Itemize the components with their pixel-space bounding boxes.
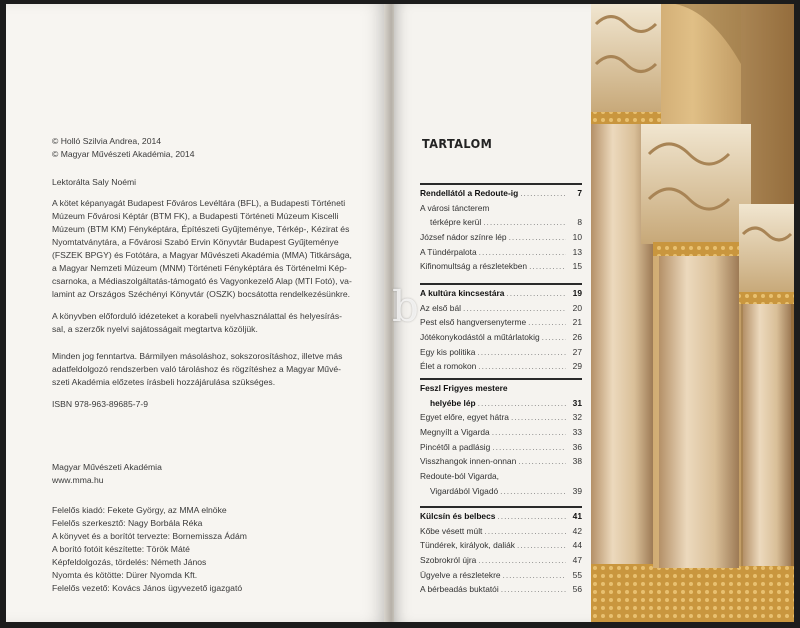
leader-dots: [518, 456, 566, 466]
toc-entry-row: [420, 247, 582, 262]
toc-entry-title: Kőbe vésett múlt: [420, 525, 483, 536]
toc-page-number: 39: [572, 485, 582, 496]
toc-entry-row: [420, 526, 582, 541]
leader-dots: [503, 570, 566, 580]
leader-dots: [479, 247, 566, 257]
toc-entry-title: Vigardából Vigadó: [430, 485, 499, 496]
sources-paragraph: [52, 197, 382, 301]
leader-dots: [484, 526, 566, 536]
toc-entry-row: [420, 584, 582, 599]
toc-entry-title: Feszl Frigyes mestere: [420, 383, 508, 393]
leader-dots: [501, 584, 566, 594]
toc-entry-row: [420, 361, 582, 376]
toc-page-number: 56: [572, 584, 582, 595]
credit-line: Felelős szerkesztő: Nagy Borbála Réka: [52, 518, 203, 528]
toc-section: [420, 506, 582, 599]
leader-dots: [511, 412, 566, 422]
paragraph-line: A könyvben előforduló idézeteket a korabeli nyelvhasználattal és helyesírás-: [52, 311, 342, 321]
toc-entry-title: térképre kerül: [430, 217, 482, 228]
toc-entry-row: [420, 412, 582, 427]
leader-dots: [492, 442, 566, 452]
credit-line: A könyvet és a borítót tervezte: Bornemissza Ádám: [52, 531, 247, 541]
toc-entry-row: [420, 427, 582, 442]
toc-chapter-row: [420, 398, 582, 413]
toc-page-number: 41: [572, 511, 582, 521]
section-rule: [420, 283, 582, 285]
quotes-paragraph: [52, 310, 382, 336]
column-photo: [591, 4, 794, 622]
leader-dots: [478, 398, 566, 408]
publisher-block: [52, 461, 162, 487]
paragraph-line: Múzeum (BTM KM) Fényképtára, Építészeti Gyűjteménye, Térkép-, Kézirat és: [52, 224, 350, 234]
leader-dots: [509, 232, 566, 242]
toc-entry-title: helyébe lép: [430, 397, 476, 408]
toc-entry-title: Ügyelve a részletekre: [420, 569, 501, 580]
lector-line: [52, 176, 136, 189]
toc-entry-row: [420, 486, 582, 501]
toc-page-number: 55: [572, 569, 582, 580]
section-rule: [420, 183, 582, 185]
watermark: b: [392, 282, 417, 331]
paragraph-line: adatfeldolgozó rendszerben való tároláshoz és rögzítéshez a Magyar Művé-: [52, 364, 342, 374]
isbn-text: ISBN 978-963-89685-7-9: [52, 399, 149, 409]
toc-page-number: 20: [572, 302, 582, 313]
toc-entry-title: A Tündérpalota: [420, 246, 477, 257]
toc-page-number: 32: [572, 412, 582, 423]
publisher-name: Magyar Művészeti Akadémia: [52, 462, 162, 472]
toc-entry-row: [420, 555, 582, 570]
toc-page-number: 13: [572, 246, 582, 257]
toc-entry-title: A kultúra kincsestára: [420, 288, 505, 298]
toc-entry-row: [420, 347, 582, 362]
toc-page-number: 8: [577, 217, 582, 228]
toc-entry-title: A bérbeadás buktatói: [420, 584, 499, 595]
toc-entry-title: Egyet előre, egyet hátra: [420, 412, 509, 423]
toc-entry-title: József nádor színre lép: [420, 232, 507, 243]
toc-entry-title: Tündérek, királyok, daliák: [420, 540, 515, 551]
leader-dots: [463, 303, 566, 313]
paragraph-line: Minden jog fenntartva. Bármilyen másoláshoz, sokszorosításhoz, illetve más: [52, 351, 343, 361]
toc-entry-title: Kifinomultság a részletekben: [420, 261, 528, 272]
credit-line: Képfeldolgozás, tördelés: Németh János: [52, 557, 207, 567]
leader-dots: [477, 347, 566, 357]
toc-entry-title: Rendellától a Redoute-ig: [420, 188, 519, 198]
leader-dots: [528, 317, 566, 327]
leader-dots: [500, 486, 566, 496]
toc-page-number: 36: [572, 441, 582, 452]
toc-page-number: 26: [572, 332, 582, 343]
toc-page-number: 31: [572, 397, 582, 408]
toc-section: [420, 283, 582, 376]
leader-dots: [517, 540, 566, 550]
publisher-url: www.mma.hu: [52, 475, 104, 485]
toc-entry-title: Pincétől a padlásig: [420, 441, 491, 452]
copyright-line: © Holló Szilvia Andrea, 2014: [52, 136, 162, 146]
toc-entry-row: [420, 303, 582, 318]
toc-entry-title: Megnyílt a Vigarda: [420, 427, 490, 438]
leader-dots: [542, 332, 566, 342]
toc-entry-title: Szobrokról újra: [420, 555, 477, 566]
paragraph-line: Múzeum Fővárosi Képtár (BTM FK), a Budapesti Történeti Múzeum Kiscelli: [52, 211, 339, 221]
toc-entry-row: [420, 540, 582, 555]
imprint-page: [6, 4, 390, 622]
toc-entry-row: [420, 232, 582, 247]
marble-columns-image: [591, 4, 794, 622]
toc-entry-title: Az első bál: [420, 302, 461, 313]
toc-page-number: 27: [572, 346, 582, 357]
toc-page-number: 42: [572, 525, 582, 536]
toc-entry-row: [420, 570, 582, 585]
section-rule: [420, 378, 582, 380]
toc-chapter-row: [420, 383, 582, 398]
leader-dots: [478, 555, 566, 565]
toc-chapter-row: [420, 511, 582, 526]
credit-line: Felelős vezető: Kovács János ügyvezető igazgató: [52, 583, 243, 593]
leader-dots: [483, 217, 566, 227]
rights-paragraph: [52, 350, 382, 389]
toc-entry-title: Redoute-ból Vigarda,: [420, 471, 499, 482]
toc-chapter-row: [420, 188, 582, 203]
toc-entry-title: Egy kis politika: [420, 346, 476, 357]
paragraph-line: Nyomtatványtára, a Fővárosi Szabó Ervin Könyvtár Budapest Gyűjteménye: [52, 237, 339, 247]
toc-entry-row: [420, 442, 582, 457]
section-rule: [420, 506, 582, 508]
toc-entry-title: Külcsín és belbecs: [420, 511, 496, 521]
toc-entry-row: [420, 332, 582, 347]
toc-entry-row: [420, 203, 582, 218]
toc-entry-row: [420, 317, 582, 332]
leader-dots: [492, 427, 566, 437]
paragraph-line: lamint az Országos Széchényi Könyvtár (OSZK) bocsátotta rendelkezésünkre.: [52, 289, 351, 299]
toc-title: TARTALOM: [422, 136, 493, 151]
toc-chapter-row: [420, 288, 582, 303]
credits-block: [52, 504, 247, 595]
toc-page-number: 15: [572, 261, 582, 272]
toc-section: [420, 378, 582, 501]
leader-dots: [529, 261, 566, 271]
paragraph-line: (FSZEK BPGY) és Fotótára, a Magyar Művészeti Akadémia (MMA) Titkársága,: [52, 250, 352, 260]
toc-page-number: 21: [572, 317, 582, 328]
paragraph-line: A kötet képanyagát Budapest Főváros Levéltára (BFL), a Budapesti Történeti: [52, 198, 346, 208]
toc-entry-title: Élet a romokon: [420, 361, 477, 372]
toc-page-number: 19: [572, 288, 582, 298]
leader-dots: [478, 361, 566, 371]
credit-line: A borító fotóit készítette: Török Máté: [52, 544, 190, 554]
toc-page-number: 44: [572, 540, 582, 551]
toc-page-number: 47: [572, 555, 582, 566]
isbn-line: [52, 398, 148, 411]
toc-page-number: 29: [572, 361, 582, 372]
toc-entry-title: Pest első hangversenyterme: [420, 317, 527, 328]
paragraph-line: csarnoka, a Médiaszolgáltatás-támogató és Vagyonkezelő Alap (MTI Fotó), va-: [52, 276, 352, 286]
toc-page-number: 10: [572, 232, 582, 243]
toc-page-number: 38: [572, 456, 582, 467]
copyright-line: © Magyar Művészeti Akadémia, 2014: [52, 149, 195, 159]
toc-entry-row: [420, 471, 582, 486]
credit-line: Felelős kiadó: Fekete György, az MMA elnöke: [52, 505, 227, 515]
toc-entry-title: Visszhangok innen-onnan: [420, 456, 517, 467]
paragraph-line: szeti Akadémia előzetes írásbeli hozzájárulása szükséges.: [52, 377, 276, 387]
toc-entry-title: A városi táncterem: [420, 202, 490, 213]
leader-dots: [506, 288, 566, 298]
credit-line: Nyomta és kötötte: Dürer Nyomda Kft.: [52, 570, 198, 580]
lector-text: Lektorálta Saly Noémi: [52, 177, 137, 187]
toc-entry-row: [420, 261, 582, 276]
leader-dots: [520, 188, 566, 198]
paragraph-line: a Magyar Nemzeti Múzeum (MNM) Történeti Fényképtára és Történelmi Kép-: [52, 263, 347, 273]
toc-entry-row: [420, 456, 582, 471]
toc-entry-title: Jótékonykodástól a műtárlatokig: [420, 332, 540, 343]
paragraph-line: sal, a szerzők nyelvi sajátosságait megtartva közöljük.: [52, 324, 258, 334]
toc-page-number: 7: [577, 188, 582, 198]
toc-section: [420, 183, 582, 276]
toc-entry-row: [420, 217, 582, 232]
copyright-block: [52, 135, 194, 161]
leader-dots: [497, 511, 566, 521]
toc-page-number: 33: [572, 427, 582, 438]
